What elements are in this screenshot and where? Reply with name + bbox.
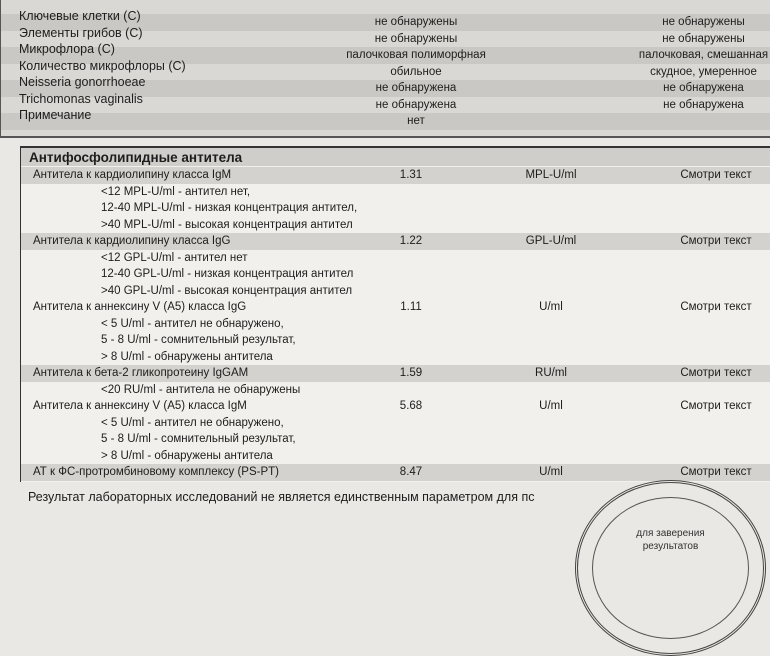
- test-name: Антитела к кардиолипину класса IgM: [33, 169, 232, 181]
- test-row: [21, 398, 770, 415]
- test-row: [21, 365, 770, 382]
- note-text: <12 MPL-U/ml - антител нет,: [101, 185, 251, 198]
- test-name: АТ к ФС-протромбиновому комплексу (PS-PT): [33, 466, 279, 478]
- row-label: Примечание: [19, 108, 92, 122]
- note-text: >40 MPL-U/ml - высокая концентрация антител: [101, 218, 353, 231]
- reference-note: [21, 266, 770, 283]
- table-row: [1, 108, 770, 130]
- stamp-inner-ring: [592, 497, 749, 639]
- test-value: 8.47: [399, 466, 423, 478]
- row-label: Количество микрофлоры (С): [19, 58, 186, 73]
- test-row: [21, 167, 770, 184]
- note-text: <20 RU/ml - антитела не обнаружены: [101, 383, 301, 396]
- result-value: не обнаружена: [375, 98, 457, 111]
- result-value: палочковая полиморфная: [346, 49, 486, 61]
- table-row: [1, 25, 770, 48]
- result-value: не обнаружены: [374, 16, 458, 28]
- note-text: < 5 U/ml - антител не обнаружено,: [101, 317, 284, 330]
- note-text: < 5 U/ml - антител не обнаружено,: [101, 416, 284, 429]
- note-text: <12 GPL-U/ml - антител нет: [101, 251, 248, 264]
- stamp-text-2: результатов: [642, 541, 699, 552]
- note-text: >40 GPL-U/ml - высокая концентрация антител: [101, 284, 353, 297]
- test-reference: Смотри текст: [680, 367, 752, 379]
- result-value: не обнаружены: [374, 32, 458, 45]
- reference-value: скудное, умеренное: [650, 65, 757, 78]
- divider: [0, 136, 770, 138]
- test-reference: Смотри текст: [680, 235, 752, 247]
- reference-value: палочковая, смешанная: [638, 49, 769, 61]
- test-reference: Смотри текст: [680, 301, 752, 313]
- row-label: Элементы грибов (С): [19, 25, 143, 40]
- row-label: Trichomonas vaginalis: [19, 91, 143, 106]
- test-row: [21, 233, 770, 250]
- reference-note: [21, 415, 770, 432]
- test-row: [21, 464, 770, 481]
- antiphospholipid-section: [20, 146, 770, 482]
- test-value: 5.68: [399, 400, 423, 412]
- reference-note: [21, 382, 770, 399]
- microscopy-table: [0, 0, 770, 136]
- table-row: [1, 91, 770, 114]
- test-unit: MPL-U/ml: [525, 169, 577, 181]
- row-label: Микрофлора (С): [19, 42, 115, 56]
- test-name: Антитела к бета-2 гликопротеину IgGAM: [33, 367, 249, 379]
- row-label: Ключевые клетки (С): [19, 9, 141, 23]
- reference-note: [21, 250, 770, 267]
- test-value: 1.11: [400, 301, 422, 313]
- test-name: Антитела к аннексину V (A5) класса IgG: [33, 301, 247, 313]
- reference-note: [21, 349, 770, 366]
- test-unit: U/ml: [539, 466, 563, 478]
- reference-note: [21, 448, 770, 465]
- test-value: 1.22: [399, 235, 423, 247]
- reference-value: не обнаружены: [662, 32, 745, 45]
- reference-note: [21, 431, 770, 448]
- test-name: Антитела к аннексину V (A5) класса IgM: [33, 400, 247, 412]
- test-unit: U/ml: [539, 400, 563, 412]
- stamp: [575, 480, 766, 656]
- note-text: 5 - 8 U/ml - сомнительный результат,: [101, 433, 296, 445]
- note-text: > 8 U/ml - обнаружены антитела: [101, 350, 273, 363]
- reference-value: не обнаружена: [663, 98, 744, 111]
- test-value: 1.31: [399, 169, 423, 181]
- reference-note: [21, 184, 770, 201]
- test-reference: Смотри текст: [680, 466, 752, 478]
- section-title: Антифосфолипидные антитела: [29, 150, 243, 165]
- note-text: 12-40 MPL-U/ml - низкая концентрация антител,: [101, 202, 358, 214]
- test-unit: U/ml: [539, 301, 563, 313]
- result-value: нет: [407, 115, 425, 127]
- note-text: > 8 U/ml - обнаружены антитела: [101, 449, 273, 462]
- reference-note: [21, 200, 770, 217]
- reference-note: [21, 332, 770, 349]
- reference-value: не обнаружена: [663, 82, 744, 94]
- stamp-text-1: для заверения: [636, 528, 705, 539]
- reference-note: [21, 283, 770, 300]
- test-reference: Смотри текст: [680, 169, 752, 181]
- result-value: обильное: [390, 65, 442, 78]
- note-text: 12-40 GPL-U/ml - низкая концентрация антител: [101, 268, 354, 280]
- test-reference: Смотри текст: [680, 400, 752, 412]
- row-label: Neisseria gonorrhoeae: [19, 75, 146, 89]
- reference-note: [21, 217, 770, 234]
- test-row: [21, 299, 770, 316]
- test-unit: GPL-U/ml: [525, 235, 577, 247]
- reference-note: [21, 316, 770, 333]
- note-text: 5 - 8 U/ml - сомнительный результат,: [101, 334, 296, 346]
- test-unit: RU/ml: [535, 367, 567, 379]
- result-value: не обнаружена: [375, 82, 457, 94]
- footer-disclaimer: Результат лабораторных исследований не является единственным параметром для пс: [28, 490, 535, 504]
- test-value: 1.59: [399, 367, 423, 379]
- reference-value: не обнаружены: [662, 16, 745, 28]
- test-name: Антитела к кардиолипину класса IgG: [33, 235, 231, 247]
